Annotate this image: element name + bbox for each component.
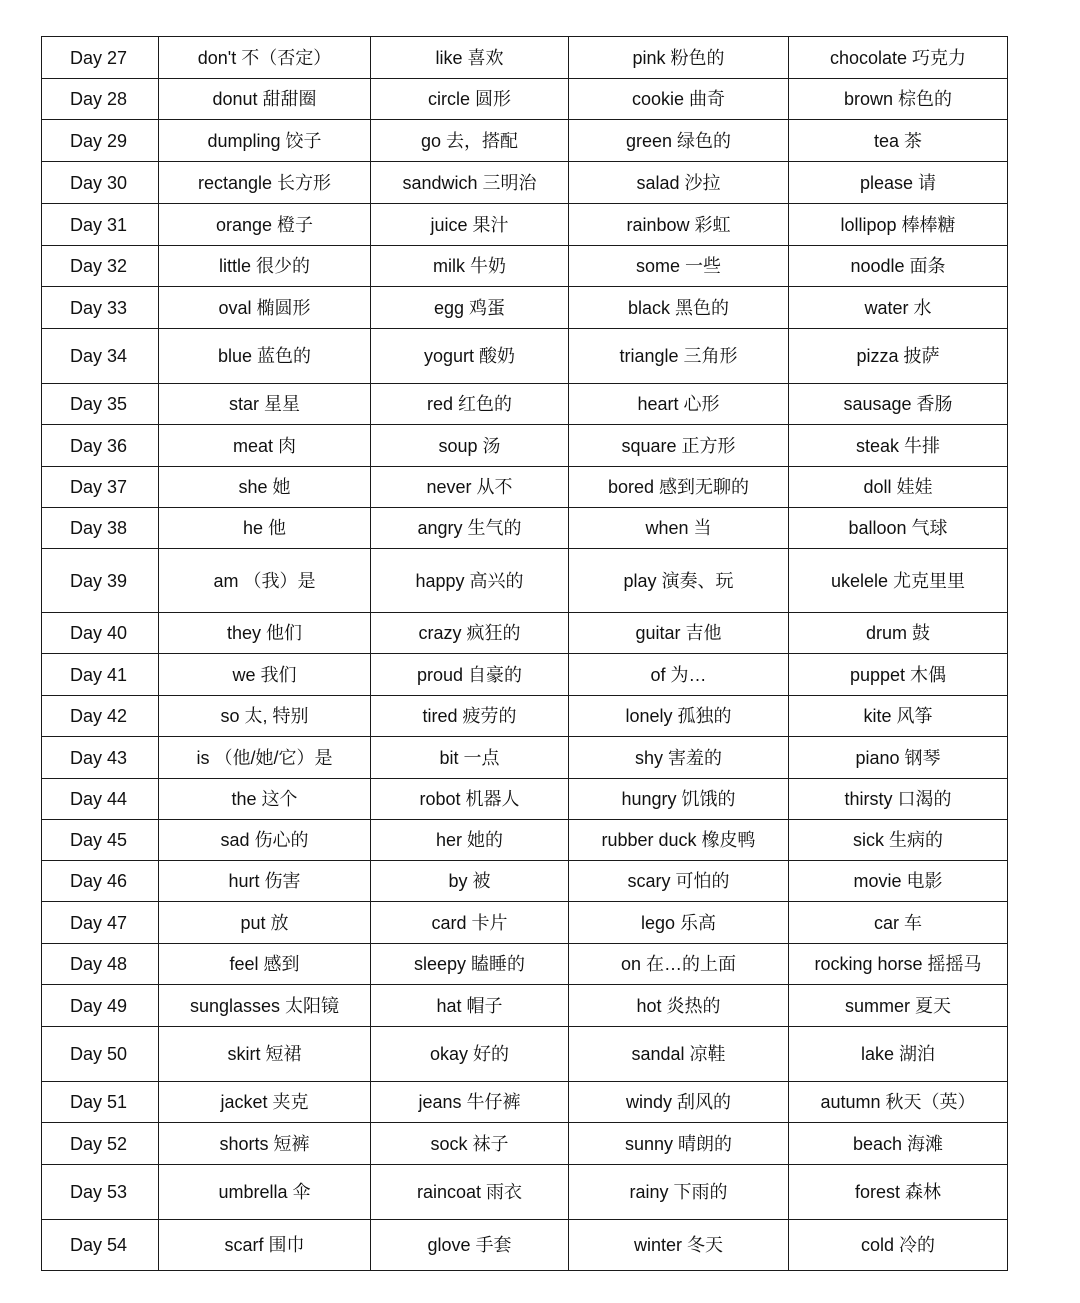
table-row — [42, 508, 1008, 549]
table-row — [42, 384, 1008, 425]
word-cell: she 她 — [159, 467, 371, 508]
table-row — [42, 737, 1008, 779]
word-cell: drum 鼓 — [789, 613, 1008, 654]
word-cell: is （他/她/它）是 — [159, 737, 371, 779]
word-cell: brown 棕色的 — [789, 79, 1008, 120]
word-cell: donut 甜甜圈 — [159, 79, 371, 120]
day-cell: Day 48 — [42, 944, 159, 985]
word-cell: winter 冬天 — [569, 1220, 789, 1271]
table-row — [42, 779, 1008, 820]
day-cell: Day 46 — [42, 861, 159, 902]
word-cell: go 去，搭配 — [371, 120, 569, 162]
word-cell: sandwich 三明治 — [371, 162, 569, 204]
word-cell: red 红色的 — [371, 384, 569, 425]
word-cell: so 太, 特别 — [159, 696, 371, 737]
day-cell: Day 49 — [42, 985, 159, 1027]
table-row — [42, 944, 1008, 985]
day-cell: Day 50 — [42, 1027, 159, 1082]
day-cell: Day 54 — [42, 1220, 159, 1271]
word-cell: cold 冷的 — [789, 1220, 1008, 1271]
word-cell: juice 果汁 — [371, 204, 569, 246]
word-cell: ukelele 尤克里里 — [789, 549, 1008, 613]
day-cell: Day 44 — [42, 779, 159, 820]
word-cell: green 绿色的 — [569, 120, 789, 162]
word-cell: never 从不 — [371, 467, 569, 508]
table-row — [42, 1123, 1008, 1165]
day-cell: Day 41 — [42, 654, 159, 696]
word-cell: okay 好的 — [371, 1027, 569, 1082]
day-cell: Day 42 — [42, 696, 159, 737]
table-row — [42, 287, 1008, 329]
word-cell: oval 椭圆形 — [159, 287, 371, 329]
word-cell: jacket 夹克 — [159, 1082, 371, 1123]
word-cell: circle 圆形 — [371, 79, 569, 120]
day-cell: Day 53 — [42, 1165, 159, 1220]
table-row — [42, 425, 1008, 467]
day-cell: Day 47 — [42, 902, 159, 944]
word-cell: triangle 三角形 — [569, 329, 789, 384]
word-cell: sleepy 瞌睡的 — [371, 944, 569, 985]
day-cell: Day 51 — [42, 1082, 159, 1123]
word-cell: shorts 短裤 — [159, 1123, 371, 1165]
table-row — [42, 37, 1008, 79]
day-cell: Day 33 — [42, 287, 159, 329]
word-cell: skirt 短裙 — [159, 1027, 371, 1082]
word-cell: black 黑色的 — [569, 287, 789, 329]
word-cell: on 在…的上面 — [569, 944, 789, 985]
word-cell: rainbow 彩虹 — [569, 204, 789, 246]
word-cell: egg 鸡蛋 — [371, 287, 569, 329]
word-cell: water 水 — [789, 287, 1008, 329]
word-cell: by 被 — [371, 861, 569, 902]
table-row — [42, 820, 1008, 861]
word-cell: rectangle 长方形 — [159, 162, 371, 204]
table-row — [42, 329, 1008, 384]
word-cell: rubber duck 橡皮鸭 — [569, 820, 789, 861]
word-cell: hot 炎热的 — [569, 985, 789, 1027]
word-cell: thirsty 口渴的 — [789, 779, 1008, 820]
table-row — [42, 467, 1008, 508]
word-cell: little 很少的 — [159, 246, 371, 287]
word-cell: hurt 伤害 — [159, 861, 371, 902]
word-cell: lego 乐高 — [569, 902, 789, 944]
word-cell: the 这个 — [159, 779, 371, 820]
word-cell: play 演奏、玩 — [569, 549, 789, 613]
word-cell: he 他 — [159, 508, 371, 549]
word-cell: blue 蓝色的 — [159, 329, 371, 384]
word-cell: raincoat 雨衣 — [371, 1165, 569, 1220]
word-cell: rocking horse 摇摇马 — [789, 944, 1008, 985]
table-row — [42, 902, 1008, 944]
word-cell: sunglasses 太阳镜 — [159, 985, 371, 1027]
word-cell: meat 肉 — [159, 425, 371, 467]
day-cell: Day 27 — [42, 37, 159, 79]
word-cell: guitar 吉他 — [569, 613, 789, 654]
word-cell: of 为… — [569, 654, 789, 696]
word-cell: tea 茶 — [789, 120, 1008, 162]
day-cell: Day 40 — [42, 613, 159, 654]
word-cell: noodle 面条 — [789, 246, 1008, 287]
day-cell: Day 32 — [42, 246, 159, 287]
word-cell: lollipop 棒棒糖 — [789, 204, 1008, 246]
word-cell: star 星星 — [159, 384, 371, 425]
word-cell: robot 机器人 — [371, 779, 569, 820]
word-cell: am （我）是 — [159, 549, 371, 613]
word-cell: sad 伤心的 — [159, 820, 371, 861]
day-cell: Day 31 — [42, 204, 159, 246]
word-cell: don't 不（否定） — [159, 37, 371, 79]
vocabulary-table-body — [42, 37, 1008, 1271]
word-cell: bit 一点 — [371, 737, 569, 779]
word-cell: angry 生气的 — [371, 508, 569, 549]
word-cell: sock 袜子 — [371, 1123, 569, 1165]
word-cell: put 放 — [159, 902, 371, 944]
word-cell: milk 牛奶 — [371, 246, 569, 287]
word-cell: car 车 — [789, 902, 1008, 944]
table-row — [42, 696, 1008, 737]
word-cell: sick 生病的 — [789, 820, 1008, 861]
word-cell: umbrella 伞 — [159, 1165, 371, 1220]
word-cell: tired 疲劳的 — [371, 696, 569, 737]
day-cell: Day 34 — [42, 329, 159, 384]
word-cell: lake 湖泊 — [789, 1027, 1008, 1082]
day-cell: Day 38 — [42, 508, 159, 549]
table-row — [42, 1082, 1008, 1123]
word-cell: balloon 气球 — [789, 508, 1008, 549]
word-cell: her 她的 — [371, 820, 569, 861]
word-cell: steak 牛排 — [789, 425, 1008, 467]
day-cell: Day 29 — [42, 120, 159, 162]
table-row — [42, 246, 1008, 287]
word-cell: windy 刮风的 — [569, 1082, 789, 1123]
table-row — [42, 79, 1008, 120]
word-cell: piano 钢琴 — [789, 737, 1008, 779]
word-cell: pink 粉色的 — [569, 37, 789, 79]
word-cell: dumpling 饺子 — [159, 120, 371, 162]
word-cell: please 请 — [789, 162, 1008, 204]
day-cell: Day 45 — [42, 820, 159, 861]
word-cell: beach 海滩 — [789, 1123, 1008, 1165]
word-cell: scary 可怕的 — [569, 861, 789, 902]
word-cell: bored 感到无聊的 — [569, 467, 789, 508]
word-cell: summer 夏天 — [789, 985, 1008, 1027]
word-cell: cookie 曲奇 — [569, 79, 789, 120]
word-cell: some 一些 — [569, 246, 789, 287]
word-cell: shy 害羞的 — [569, 737, 789, 779]
word-cell: jeans 牛仔裤 — [371, 1082, 569, 1123]
table-row — [42, 549, 1008, 613]
word-cell: crazy 疯狂的 — [371, 613, 569, 654]
table-row — [42, 1220, 1008, 1271]
word-cell: when 当 — [569, 508, 789, 549]
table-row — [42, 204, 1008, 246]
word-cell: yogurt 酸奶 — [371, 329, 569, 384]
word-cell: hat 帽子 — [371, 985, 569, 1027]
word-cell: doll 娃娃 — [789, 467, 1008, 508]
word-cell: like 喜欢 — [371, 37, 569, 79]
table-row — [42, 162, 1008, 204]
word-cell: sandal 凉鞋 — [569, 1027, 789, 1082]
word-cell: kite 风筝 — [789, 696, 1008, 737]
word-cell: scarf 围巾 — [159, 1220, 371, 1271]
word-cell: movie 电影 — [789, 861, 1008, 902]
word-cell: heart 心形 — [569, 384, 789, 425]
table-row — [42, 654, 1008, 696]
word-cell: sausage 香肠 — [789, 384, 1008, 425]
day-cell: Day 43 — [42, 737, 159, 779]
day-cell: Day 37 — [42, 467, 159, 508]
word-cell: glove 手套 — [371, 1220, 569, 1271]
word-cell: chocolate 巧克力 — [789, 37, 1008, 79]
word-cell: forest 森林 — [789, 1165, 1008, 1220]
day-cell: Day 36 — [42, 425, 159, 467]
word-cell: sunny 晴朗的 — [569, 1123, 789, 1165]
day-cell: Day 39 — [42, 549, 159, 613]
table-row — [42, 861, 1008, 902]
table-row — [42, 120, 1008, 162]
word-cell: happy 高兴的 — [371, 549, 569, 613]
word-cell: feel 感到 — [159, 944, 371, 985]
word-cell: square 正方形 — [569, 425, 789, 467]
table-row — [42, 613, 1008, 654]
day-cell: Day 35 — [42, 384, 159, 425]
day-cell: Day 28 — [42, 79, 159, 120]
word-cell: proud 自豪的 — [371, 654, 569, 696]
word-cell: soup 汤 — [371, 425, 569, 467]
word-cell: lonely 孤独的 — [569, 696, 789, 737]
vocabulary-table — [41, 36, 1008, 1271]
table-row — [42, 1027, 1008, 1082]
day-cell: Day 30 — [42, 162, 159, 204]
word-cell: salad 沙拉 — [569, 162, 789, 204]
word-cell: autumn 秋天（英） — [789, 1082, 1008, 1123]
day-cell: Day 52 — [42, 1123, 159, 1165]
word-cell: rainy 下雨的 — [569, 1165, 789, 1220]
table-row — [42, 1165, 1008, 1220]
word-cell: orange 橙子 — [159, 204, 371, 246]
table-row — [42, 985, 1008, 1027]
word-cell: puppet 木偶 — [789, 654, 1008, 696]
word-cell: card 卡片 — [371, 902, 569, 944]
word-cell: we 我们 — [159, 654, 371, 696]
word-cell: they 他们 — [159, 613, 371, 654]
word-cell: hungry 饥饿的 — [569, 779, 789, 820]
word-cell: pizza 披萨 — [789, 329, 1008, 384]
